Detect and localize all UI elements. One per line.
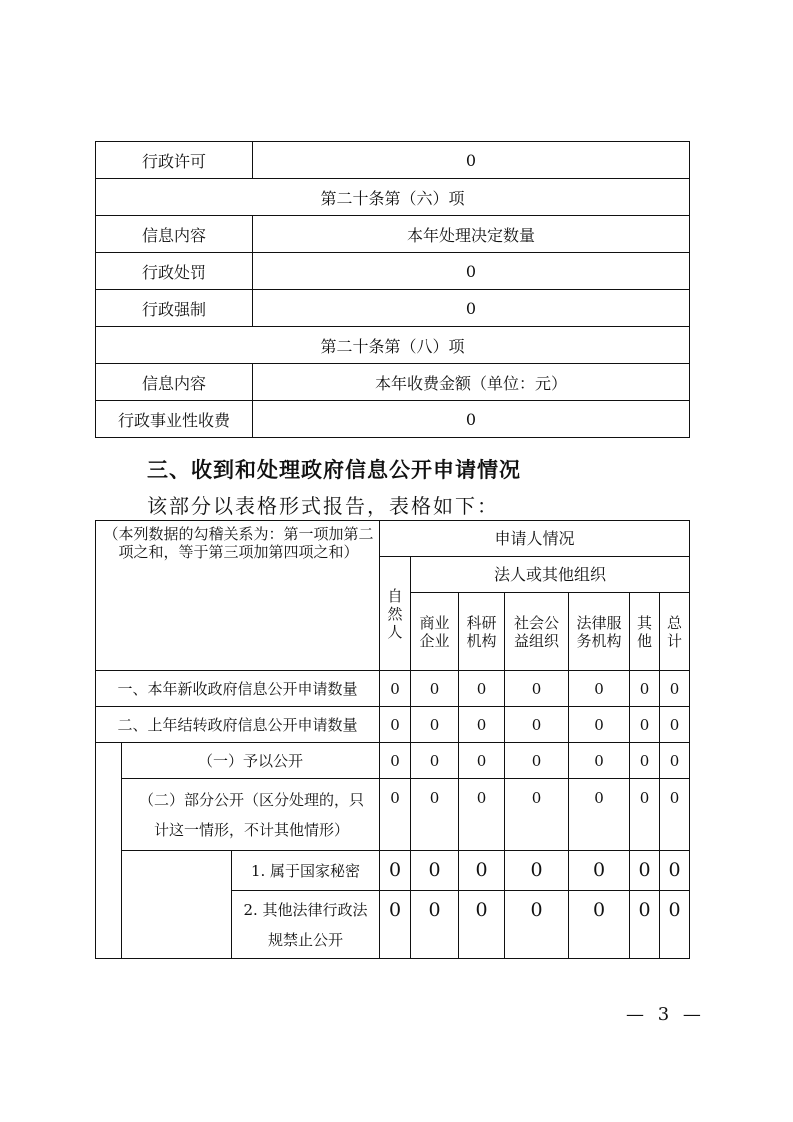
col-natural-person: 自 然 人 [380,557,411,671]
col-total: 总 计 [660,593,690,671]
cell-value: 0 [569,851,630,891]
cell-value: 0 [660,851,690,891]
table-row [96,851,690,891]
cell-value: 0 [411,779,459,851]
cell-value: 0 [569,671,630,707]
cell-value: 0 [505,743,569,779]
row-label: 信息内容 [96,216,253,253]
cell-value: 0 [380,671,411,707]
section-intro: 该部分以表格形式报告，表格如下： [147,494,499,518]
row-label: 一、本年新收政府信息公开申请数量 [96,671,380,707]
cell-value: 0 [411,671,459,707]
section-row [96,179,690,216]
cell-value: 0 [459,851,505,891]
col-legal-service: 法律服 务机构 [569,593,630,671]
cell-value: 0 [630,743,660,779]
cell-value: 0 [630,671,660,707]
table-row [96,216,690,253]
cell-value: 0 [459,671,505,707]
cell-value: 0 [660,671,690,707]
section-heading: 第二十条第（六）项 [96,179,690,216]
cell-value: 0 [411,851,459,891]
table-row [96,290,690,327]
cell-value: 0 [660,743,690,779]
cell-value: 0 [505,891,569,959]
col-social-org: 社会公 益组织 [505,593,569,671]
cell-value: 0 [411,891,459,959]
table-row [96,142,690,179]
indent-cell [122,851,232,959]
table-row [96,671,690,707]
cell-value: 0 [630,707,660,743]
table-row [96,364,690,401]
cell-value: 0 [380,743,411,779]
cell-value: 0 [660,779,690,851]
row-label: 1. 属于国家秘密 [232,851,380,891]
cell-value: 0 [505,851,569,891]
cell-value: 0 [459,891,505,959]
cell-value: 0 [630,891,660,959]
cell-value: 0 [660,891,690,959]
col-research: 科研 机构 [459,593,505,671]
cell-value: 0 [569,891,630,959]
row-value: 0 [253,253,690,290]
row-label: 行政许可 [96,142,253,179]
table-row [96,779,690,851]
note-cell: （本列数据的勾稽关系为：第一项加第二项之和，等于第三项加第四项之和） [96,521,380,671]
cell-value: 0 [569,707,630,743]
cell-value: 0 [411,707,459,743]
row-value: 0 [253,401,690,438]
cell-value: 0 [660,707,690,743]
section-heading: 第二十条第（八）项 [96,327,690,364]
row-label: （二）部分公开（区分处理的，只计这一情形，不计其他情形） [122,779,380,851]
row-value: 本年处理决定数量 [253,216,690,253]
col-other: 其 他 [630,593,660,671]
cell-value: 0 [380,851,411,891]
cell-value: 0 [459,779,505,851]
legal-org-header: 法人或其他组织 [411,557,690,593]
row-value: 0 [253,290,690,327]
application-stats-table [95,520,690,959]
cell-value: 0 [569,779,630,851]
row-label: 行政强制 [96,290,253,327]
cell-value: 0 [630,851,660,891]
row-label: 2. 其他法律行政法 规禁止公开 [232,891,380,959]
row-value: 0 [253,142,690,179]
page-number: — 3 — [626,1004,705,1025]
indent-cell [96,743,122,959]
cell-value: 0 [411,743,459,779]
row-label: 行政处罚 [96,253,253,290]
row-label: 二、上年结转政府信息公开申请数量 [96,707,380,743]
admin-stats-table [95,141,690,438]
col-business: 商业 企业 [411,593,459,671]
section-row [96,327,690,364]
cell-value: 0 [630,779,660,851]
row-label: 信息内容 [96,364,253,401]
cell-value: 0 [505,707,569,743]
cell-value: 0 [459,743,505,779]
applicant-header: 申请人情况 [380,521,690,557]
table-row [96,253,690,290]
cell-value: 0 [459,707,505,743]
cell-value: 0 [380,891,411,959]
cell-value: 0 [380,779,411,851]
cell-value: 0 [505,671,569,707]
table-row [96,743,690,779]
cell-value: 0 [569,743,630,779]
cell-value: 0 [380,707,411,743]
section-title: 三、收到和处理政府信息公开申请情况 [147,458,521,482]
table-row [96,707,690,743]
row-label: （一）予以公开 [122,743,380,779]
row-value: 本年收费金额（单位：元） [253,364,690,401]
cell-value: 0 [505,779,569,851]
row-label: 行政事业性收费 [96,401,253,438]
table-row [96,401,690,438]
